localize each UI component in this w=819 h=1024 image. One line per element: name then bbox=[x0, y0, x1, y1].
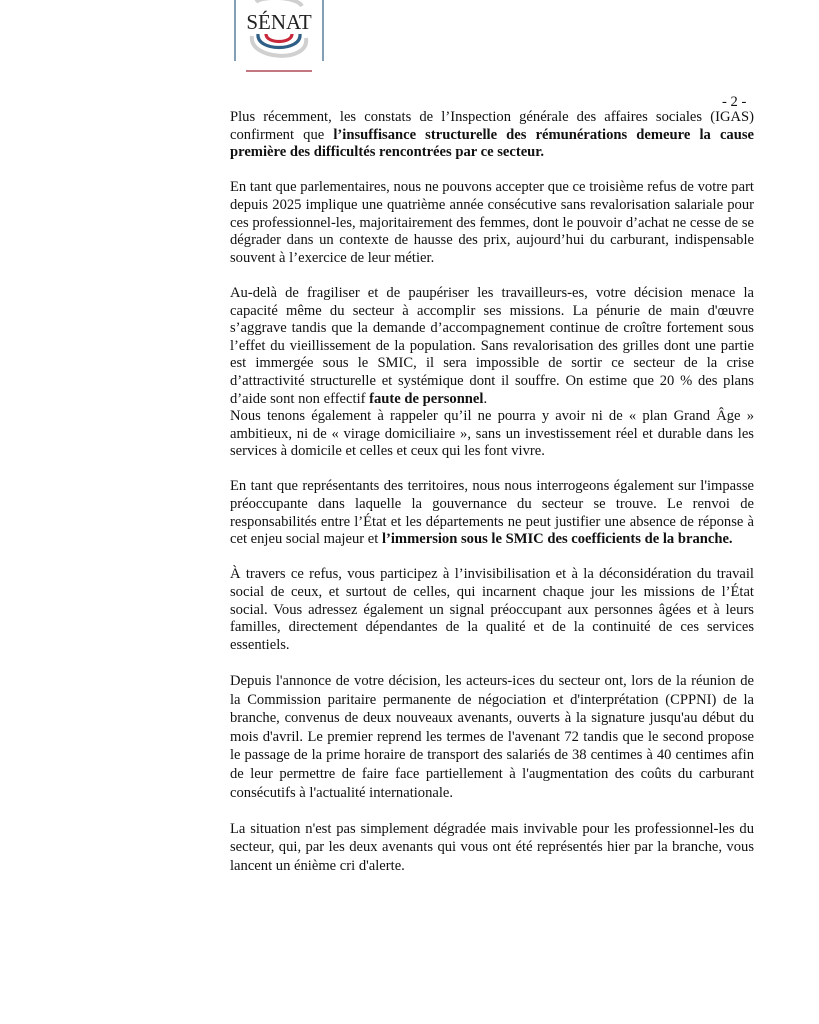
text-run: La situation n'est pas simplement dégradée mais invivable pour les professionnel-les du secteur, qui, par les deux avenants qui vous ont été représentés hier par la branche, vous lancent un énième cri d'alerte. bbox=[230, 820, 754, 874]
bold-run: faute de personnel bbox=[369, 390, 484, 407]
paragraph-avenants bbox=[230, 672, 754, 802]
letter-body bbox=[230, 109, 754, 893]
senat-logo-graphic bbox=[234, 0, 324, 72]
senat-logo-text: SÉNAT bbox=[246, 10, 312, 34]
text-run: Nous tenons également à rappeler qu’il ne pourra y avoir ni de « plan Grand Âge » ambitieux, ni de « virage domiciliaire », sans un investissement réel et durable dans les services à domicile et celles et ceux qui les font vivre. bbox=[230, 408, 754, 460]
paragraph-fragiliser bbox=[230, 285, 754, 408]
paragraph-parlementaires bbox=[230, 179, 754, 267]
text-run: . bbox=[483, 390, 488, 407]
paragraph-situation bbox=[230, 820, 754, 876]
text-run: Au-delà de fragiliser et de paupériser les travailleurs-es, votre décision menace la capacité même du secteur à accomplir ses missions. La pénurie de main d'œuvre s’aggrave tandis que la demande d’accompagnement continue de croître fortement sous l’effet du vieillissement de la population. Sans revalorisation des grilles dont une partie est immergée sous le SMIC, il sera impossible de sortir ce secteur de la crise d’attractivité structurelle et systémique dont il souffre. On estime que 20 % des plans d’aide sont non effectif bbox=[230, 284, 754, 407]
page-number: - 2 - bbox=[722, 94, 747, 110]
text-run: Depuis l'annonce de votre décision, les acteurs-ices du secteur ont, lors de la réunion de la Commission paritaire permanente de négociation et d'interprétation (CPPNI) de la branche, convenus de deux nouveaux avenants, ouverts à la signature jusqu'au début du mois d'avril. Le premier reprend les termes de l'avenant 72 tandis que le second propose le passage de la prime horaire de transport des salariés de 38 centimes à 40 centimes afin de leur permettre de faire face partiellement à l'augmentation des coûts du carburant consécutifs à l'actualité internationale. bbox=[230, 673, 754, 801]
senat-logo bbox=[234, 0, 324, 72]
text-run: Plus récemment, les constats de l’Inspection générale des affaires sociales (IGAS) confirment que bbox=[230, 109, 754, 143]
paragraph-igas bbox=[230, 109, 754, 162]
bold-run: l’insuffisance structurelle des rémunérations demeure la cause première des difficultés rencontrées par ce secteur. bbox=[230, 126, 754, 161]
text-run: En tant que représentants des territoires, nous nous interrogeons également sur l'impasse préoccupante dans laquelle la gouvernance du secteur se trouve. Le renvoi de responsabilités entre l’État et les départements ne peut justifier une absence de réponse à cet enjeu social majeur et bbox=[230, 478, 754, 548]
text-run: À travers ce refus, vous participez à l’invisibilisation et à la déconsidération du travail social de ceux, et surtout de celles, qui incarnent chaque jour les missions de l’État social. Vous adressez également un signal préoccupant aux personnes âgées et à leurs familles, directement dépendantes de la qualité et de la continuité de ces services essentiels. bbox=[230, 566, 754, 653]
text-run: En tant que parlementaires, nous ne pouvons accepter que ce troisième refus de votre part depuis 2025 implique une quatrième année consécutive sans revalorisation salariale pour ces professionnel-les, majoritairement des femmes, dont le pouvoir d’achat ne cesse de se dégrader dans un contexte de hausse des prix, aujourd’hui du carburant, indispensable souvent à l’exercice de leur métier. bbox=[230, 179, 754, 266]
bold-run: l’immersion sous le SMIC des coefficients de la branche. bbox=[381, 531, 733, 548]
paragraph-grand-age bbox=[230, 408, 754, 461]
paragraph-territoires bbox=[230, 478, 754, 548]
paragraph-refus bbox=[230, 566, 754, 654]
